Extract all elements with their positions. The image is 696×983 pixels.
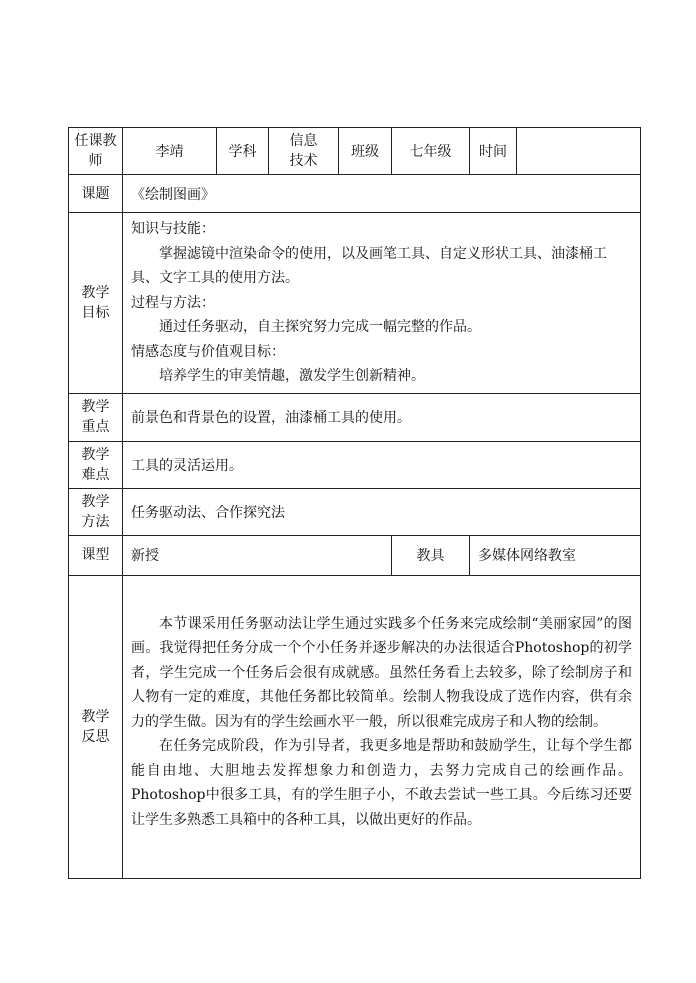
key-points-label: 教学重点 [69,393,123,441]
methods-row [69,488,641,535]
key-points-value: 前景色和背景色的设置，油漆桶工具的使用。 [123,393,641,441]
difficulties-value: 工具的灵活运用。 [123,441,641,488]
reflection-paragraph: 本节课采用任务驱动法让学生通过实践多个任务来完成绘制“美丽家园”的图画。我觉得把任务分成一个个小任务并逐步解决的办法很适合Photoshop的初学者，学生完成一个任务后会很有成就感。虽然任务看上去较多，除了绘制房子和人物有一定的难度，其他任务都比较简单。绘制人物我设成了选作内容，供有余力的学生做。因为有的学生绘画水平一般，所以很难完成房子和人物的绘制。 [131,615,632,730]
difficulties-label: 教学难点 [69,441,123,488]
reflection-row [69,575,641,878]
teacher-name: 李靖 [123,128,217,175]
reflection-label: 教学反思 [69,575,123,878]
subject-value: 信息技术 [269,128,339,175]
class-value: 七年级 [392,128,470,175]
lesson-type-row [69,535,641,575]
lesson-type-label: 课型 [69,535,123,575]
topic-value: 《绘制图画》 [123,175,641,213]
goals-row [69,213,641,394]
header-row [69,128,641,175]
goal-text-attitude: 培养学生的审美情趣，激发学生创新精神。 [159,368,425,384]
subject-label: 学科 [217,128,269,175]
tools-value: 多媒体网络教室 [470,535,641,575]
lesson-plan-table [68,127,641,879]
time-value [517,128,641,175]
tools-label: 教具 [392,535,470,575]
class-label: 班级 [339,128,392,175]
goals-content [123,213,641,394]
goal-heading-attitude: 情感态度与价值观目标： [131,343,285,360]
time-label: 时间 [470,128,517,175]
methods-value: 任务驱动法、合作探究法 [123,488,641,535]
goals-label: 教学目标 [69,213,123,394]
topic-label: 课题 [69,175,123,213]
goal-text-knowledge: 掌握滤镜中渲染命令的使用，以及画笔工具、自定义形状工具、油漆桶工具、文字工具的使用方法。 [131,245,607,286]
methods-label: 教学方法 [69,488,123,535]
goal-text-process: 通过任务驱动，自主探究努力完成一幅完整的作品。 [159,319,481,335]
topic-row [69,175,641,213]
reflection-content [123,575,641,878]
key-points-row [69,393,641,441]
teacher-label: 任课教师 [69,128,123,175]
goal-heading-knowledge: 知识与技能： [131,221,215,237]
goal-heading-process: 过程与方法： [131,294,215,311]
lesson-type-value: 新授 [123,535,392,575]
reflection-paragraph: 在任务完成阶段，作为引导者，我更多地是帮助和鼓励学生，让每个学生都能自由地、大胆地去发挥想象力和创造力，去努力完成自己的绘画作品。Photoshop中很多工具，有的学生胆子小，不敢去尝试一些工具。今后练习还要让学生多熟悉工具箱中的各种工具，以做出更好的作品。 [131,738,632,828]
difficulties-row [69,441,641,488]
